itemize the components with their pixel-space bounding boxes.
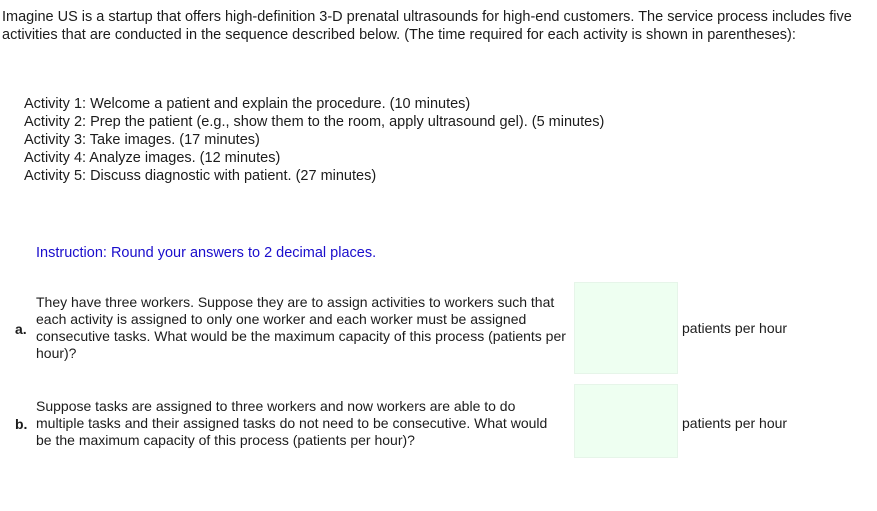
rounding-instruction: Instruction: Round your answers to 2 decimal places. [36,245,377,261]
activity-item-4: Activity 4: Analyze images. (12 minutes) [24,150,281,166]
unit-label: patients per hour [682,415,788,431]
question-text: Suppose tasks are assigned to three workers and now workers are able to do multiple tasks and their assigned tasks do not need to be consecutive. What would be the maximum capacity of this process (patients per hour)? [36,398,548,448]
activity-item-5: Activity 5: Discuss diagnostic with patient. (27 minutes) [24,168,377,184]
question-text: They have three workers. Suppose they are to assign activities to workers such that each activity is assigned to only one worker and each worker must be assigned consecutive tasks. What would be the maximum capacity of this process (patients per hour)? [36,294,566,361]
activity-list [24,95,604,185]
question-a [0,282,877,374]
activity-item-3: Activity 3: Take images. (17 minutes) [24,132,260,148]
problem-intro: Imagine US is a startup that offers high-definition 3-D prenatal ultrasounds for high-end customers. The service process includes five activities that are conducted in the sequence described below. (The time required for each activity is shown in parentheses): [2,9,852,43]
answer-input-a[interactable] [574,282,678,374]
question-b [0,384,877,458]
answer-input-b[interactable] [574,384,678,458]
activity-item-2: Activity 2: Prep the patient (e.g., show them to the room, apply ultrasound gel). (5 minutes) [24,114,605,130]
unit-label: patients per hour [682,320,788,336]
activity-item-1: Activity 1: Welcome a patient and explain the procedure. (10 minutes) [24,96,471,112]
question-letter: a. [15,321,27,337]
question-letter: b. [15,416,28,432]
